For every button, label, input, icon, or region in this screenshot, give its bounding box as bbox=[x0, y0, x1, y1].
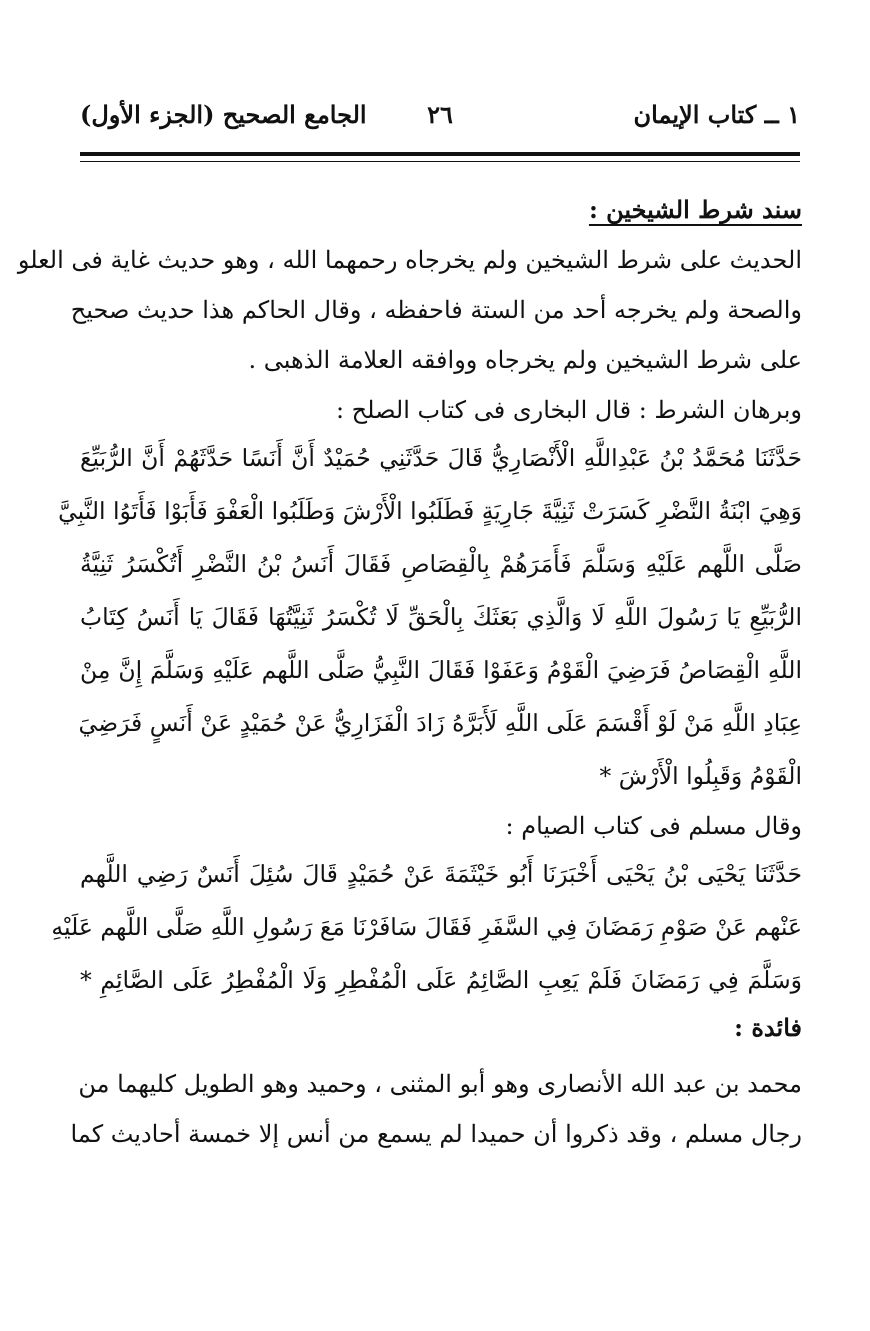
page-header bbox=[80, 100, 800, 140]
hadith-line: عِبَادِ اللَّهِ مَنْ لَوْ أَقْسَمَ عَلَى اللَّهِ لَأَبَرَّهُ زَادَ الْفَزَارِيُّ عَنْ حُمَيْدٍ عَنْ أَنَسٍ فَرَضِيَ bbox=[78, 709, 802, 737]
page-number: ٢٦ bbox=[427, 100, 453, 129]
paragraph-line: الحديث على شرط الشيخين ولم يخرجاه رحمهما الله ، وهو حديث غاية فى العلو bbox=[17, 246, 802, 274]
paragraph-line: محمد بن عبد الله الأنصارى وهو أبو المثنى ، وحميد وهو الطويل كليهما من bbox=[78, 1070, 802, 1098]
hadith-line: اللَّهِ الْقِصَاصُ فَرَضِيَ الْقَوْمُ وَعَفَوْا فَقَالَ النَّبِيُّ صَلَّى اللَّهم عَلَيْهِ وَسَلَّمَ إِنَّ مِنْ bbox=[80, 656, 802, 684]
hadith-line: وَهِيَ ابْنَةُ النَّضْرِ كَسَرَتْ ثَنِيَّةَ جَارِيَةٍ فَطَلَبُوا الْأَرْشَ وَطَلَبُوا الْعَفْوَ فَأَبَوْا فَأَتَوُا النَّبِيَّ bbox=[58, 497, 802, 525]
hadith-line: وَسَلَّمَ فِي رَمَضَانَ فَلَمْ يَعِبِ الصَّائِمُ عَلَى الْمُفْطِرِ وَلَا الْمُفْطِرُ عَلَى الصَّائِمِ * bbox=[80, 966, 802, 994]
hadith-line: الْقَوْمُ وَقَبِلُوا الْأَرْشَ * bbox=[599, 762, 802, 790]
hadith-line: الرُّبَيِّعِ يَا رَسُولَ اللَّهِ لَا وَالَّذِي بَعَثَكَ بِالْحَقِّ لَا تُكْسَرُ ثَنِيَّتُهَا فَقَالَ يَا أَنَسُ كِتَابُ bbox=[80, 603, 802, 631]
header-rule-thick bbox=[80, 152, 800, 156]
section-heading-burhan: وبرهان الشرط : قال البخارى فى كتاب الصلح : bbox=[335, 396, 802, 424]
chapter-title: ١ ــ كتاب الإيمان bbox=[633, 100, 800, 129]
paragraph-line: على شرط الشيخين ولم يخرجاه ووافقه العلامة الذهبى . bbox=[248, 346, 802, 374]
section-heading-faida: فائدة : bbox=[734, 1013, 802, 1042]
hadith-line: صَلَّى اللَّهم عَلَيْهِ وَسَلَّمَ فَأَمَرَهُمْ بِالْقِصَاصِ فَقَالَ أَنَسُ بْنُ النَّضْرِ أَتُكْسَرُ ثَنِيَّةُ bbox=[80, 550, 802, 578]
hadith-line: حَدَّثَنَا مُحَمَّدُ بْنُ عَبْدِاللَّهِ الْأَنْصَارِيُّ قَالَ حَدَّثَنِي حُمَيْدٌ أَنَّ أَنَسًا حَدَّثَهُمْ أَنَّ الرُّبَيِّعَ bbox=[80, 444, 802, 472]
paragraph-line: والصحة ولم يخرجه أحد من الستة فاحفظه ، وقال الحاكم هذا حديث صحيح bbox=[70, 296, 802, 324]
section-heading-muslim: وقال مسلم فى كتاب الصيام : bbox=[505, 812, 802, 840]
hadith-line: عَنْهم عَنْ صَوْمِ رَمَضَانَ فِي السَّفَرِ فَقَالَ سَافَرْنَا مَعَ رَسُولِ اللَّهِ صَلَّى اللَّهم عَلَيْهِ bbox=[51, 913, 802, 941]
paragraph-line: رجال مسلم ، وقد ذكروا أن حميدا لم يسمع من أنس إلا خمسة أحاديث كما bbox=[70, 1120, 802, 1148]
book-title: الجامع الصحيح (الجزء الأول) bbox=[80, 100, 367, 129]
header-rule-thin bbox=[80, 161, 800, 162]
section-heading-sanad: سند شرط الشيخين : bbox=[588, 195, 802, 224]
hadith-line: حَدَّثَنَا يَحْيَى بْنُ يَحْيَى أَخْبَرَنَا أَبُو خَيْثَمَةَ عَنْ حُمَيْدٍ قَالَ سُئِلَ أَنَسٌ رَضِي اللَّهم bbox=[80, 860, 802, 888]
